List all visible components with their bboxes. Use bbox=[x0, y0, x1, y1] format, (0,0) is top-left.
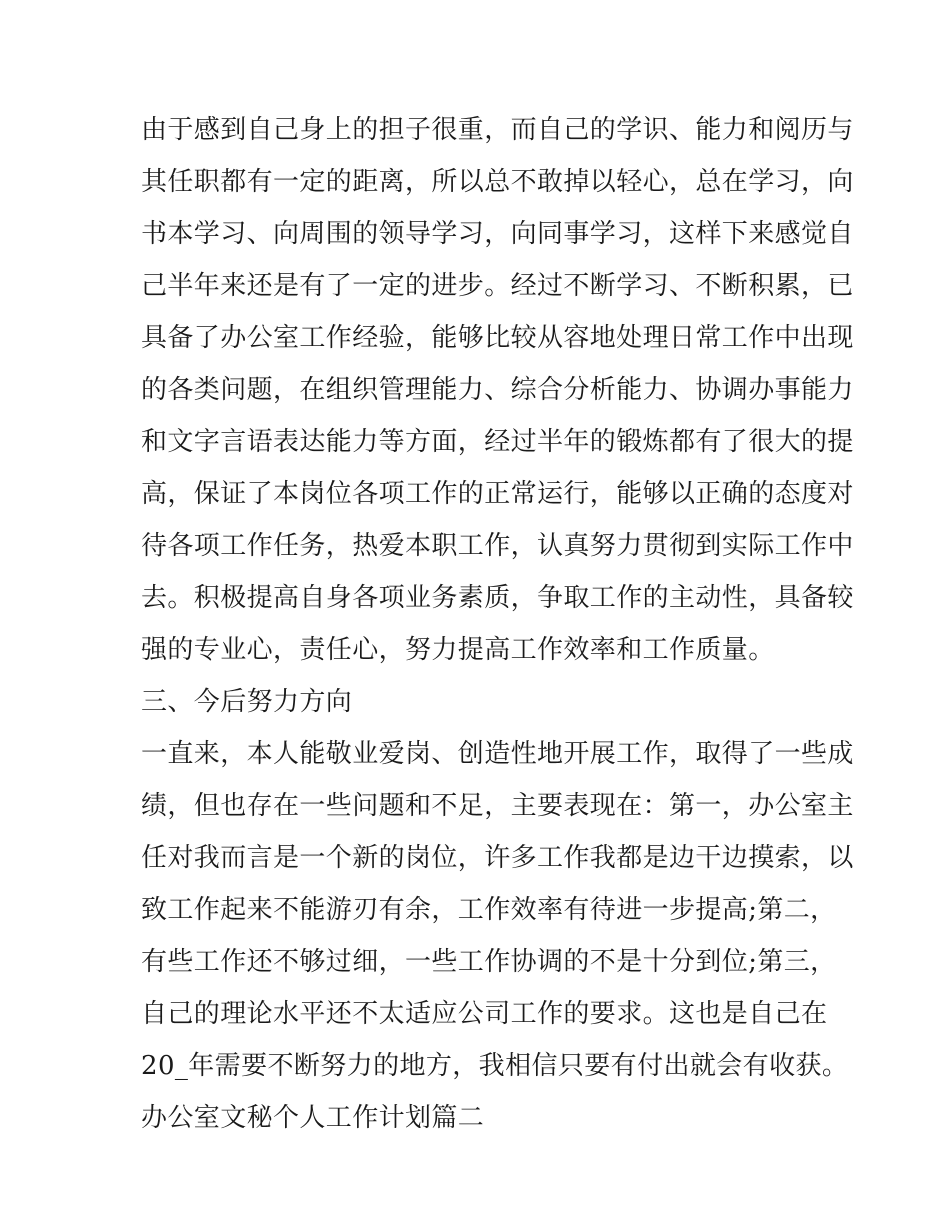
section-heading: 三、今后努力方向 bbox=[141, 687, 353, 717]
paragraph-line: 由于感到自己身上的担子很重，而自己的学识、能力和阅历与 bbox=[141, 115, 854, 145]
paragraph-line: 自己的理论水平还不太适应公司工作的要求。这也是自己在 bbox=[141, 999, 828, 1029]
paragraph-line: 去。积极提高自身各项业务素质，争取工作的主动性，具备较 bbox=[141, 583, 854, 613]
paragraph-line: 20_年需要不断努力的地方，我相信只要有付出就会有收获。 bbox=[141, 1051, 849, 1081]
section-heading: 办公室文秘个人工作计划篇二 bbox=[141, 1103, 485, 1133]
paragraph-line: 具备了办公室工作经验，能够比较从容地处理日常工作中出现 bbox=[141, 323, 854, 353]
paragraph-line: 书本学习、向周围的领导学习，向同事学习，这样下来感觉自 bbox=[141, 219, 854, 249]
paragraph-line: 有些工作还不够过细，一些工作协调的不是十分到位;第三， bbox=[141, 947, 837, 977]
paragraph-line: 致工作起来不能游刃有余，工作效率有待进一步提高;第二， bbox=[141, 895, 837, 925]
paragraph-line: 的各类问题，在组织管理能力、综合分析能力、协调办事能力 bbox=[141, 375, 854, 405]
paragraph-line: 高，保证了本岗位各项工作的正常运行，能够以正确的态度对 bbox=[141, 479, 854, 509]
paragraph-line: 其任职都有一定的距离，所以总不敢掉以轻心，总在学习，向 bbox=[141, 167, 854, 197]
paragraph-line: 任对我而言是一个新的岗位，许多工作我都是边干边摸索，以 bbox=[141, 843, 854, 873]
paragraph-line: 一直来，本人能敬业爱岗、创造性地开展工作，取得了一些成 bbox=[141, 739, 854, 769]
paragraph-line: 绩，但也存在一些问题和不足，主要表现在：第一，办公室主 bbox=[141, 791, 854, 821]
paragraph-line: 强的专业心，责任心，努力提高工作效率和工作质量。 bbox=[141, 635, 775, 665]
paragraph-line: 己半年来还是有了一定的进步。经过不断学习、不断积累，已 bbox=[141, 271, 854, 301]
paragraph-line: 和文字言语表达能力等方面，经过半年的锻炼都有了很大的提 bbox=[141, 427, 854, 457]
paragraph-line: 待各项工作任务，热爱本职工作，认真努力贯彻到实际工作中 bbox=[141, 531, 854, 561]
